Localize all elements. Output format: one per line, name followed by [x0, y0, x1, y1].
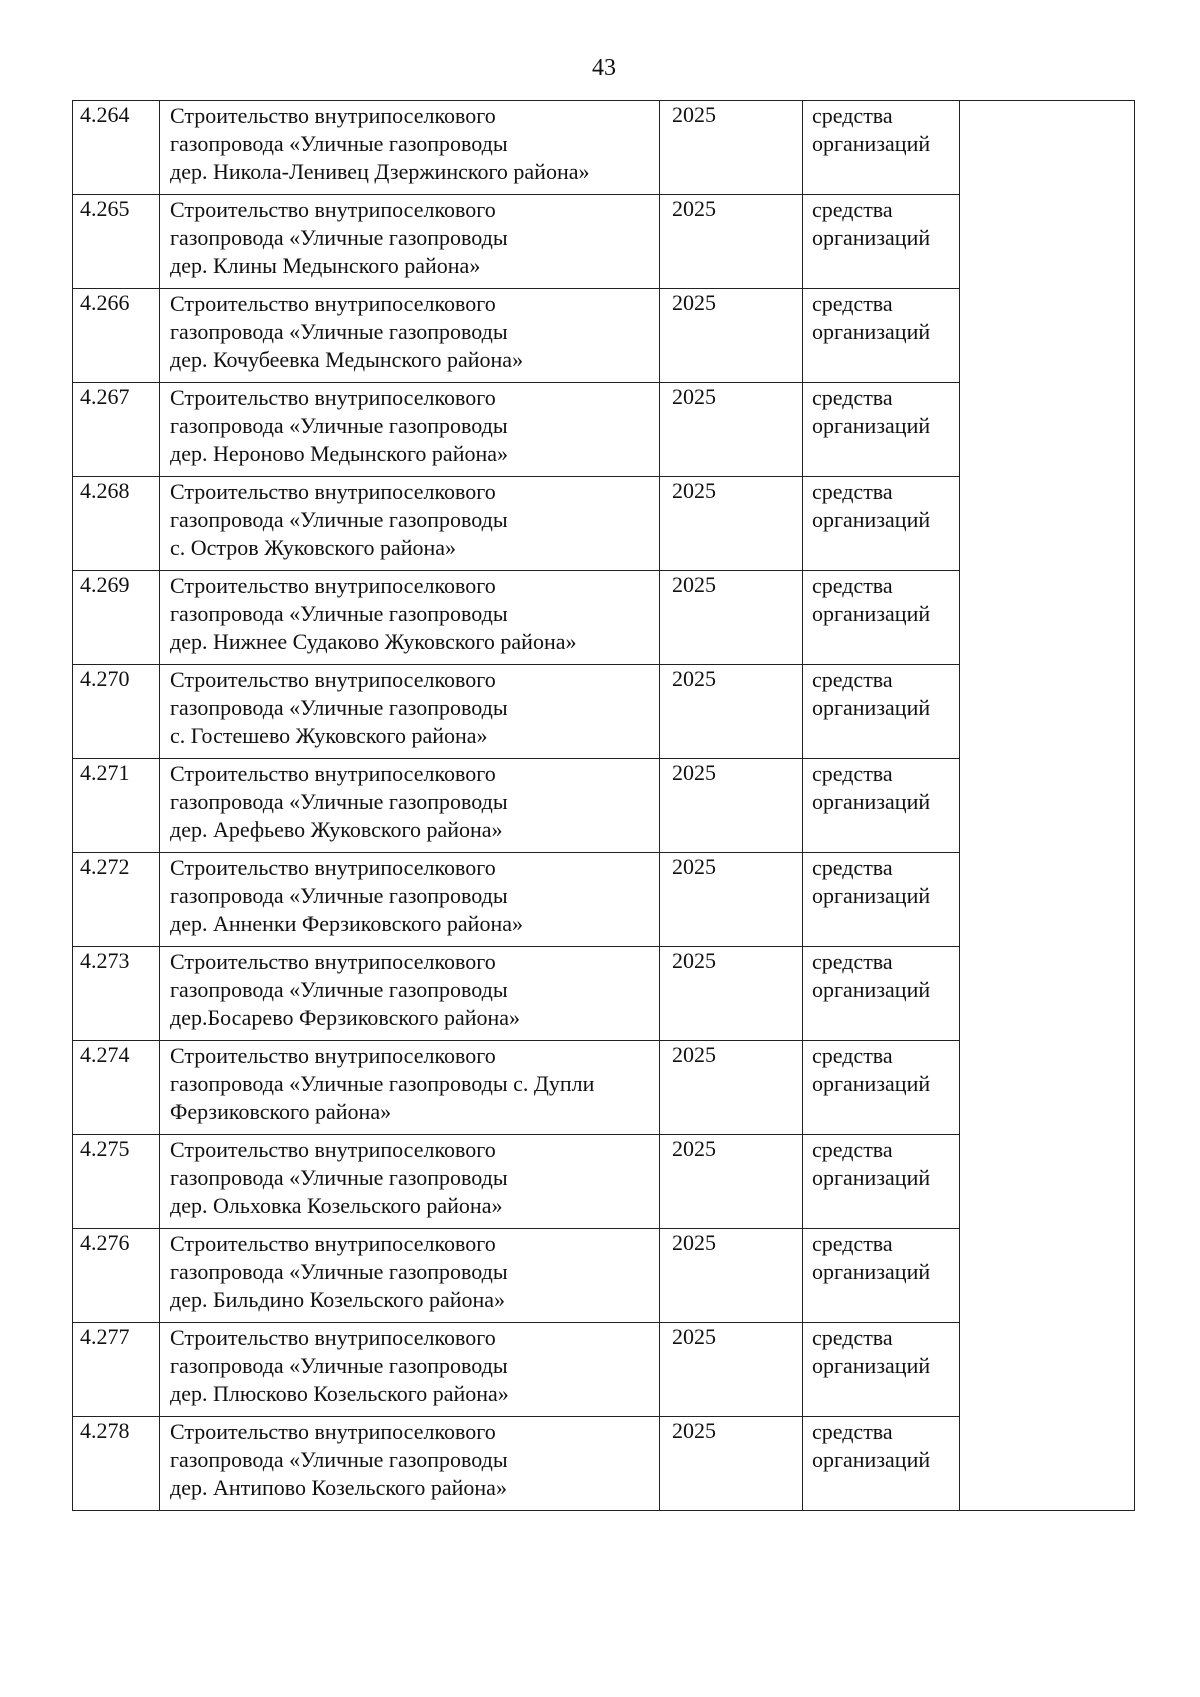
- item-number: 4.275: [80, 1136, 130, 1161]
- description-cell: [160, 1323, 660, 1417]
- document-table: [72, 100, 1135, 1511]
- description-line: Строительство внутрипоселкового: [170, 949, 496, 974]
- description-line: с. Остров Жуковского района»: [170, 535, 457, 560]
- description-cell: [160, 759, 660, 853]
- year-value: 2025: [672, 384, 716, 409]
- year-cell: [660, 383, 803, 477]
- description-line: дер. Нероново Медынского района»: [170, 441, 509, 466]
- description-line: дер. Бильдино Козельского района»: [170, 1287, 506, 1312]
- table-row: [73, 1229, 1135, 1323]
- item-number: 4.264: [80, 102, 130, 127]
- funding-source-line: средства: [812, 1231, 893, 1256]
- description-line: дер. Никола-Ленивец Дзержинского района»: [170, 159, 590, 184]
- funding-source-line: средства: [812, 479, 893, 504]
- funding-source-line: средства: [812, 1419, 893, 1444]
- funding-source-line: средства: [812, 1137, 893, 1162]
- funding-source-line: организаций: [812, 507, 931, 532]
- description-line: дер. Нижнее Судаково Жуковского района»: [170, 629, 577, 654]
- description-line: газопровода «Уличные газопроводы с. Дупли: [170, 1071, 595, 1096]
- empty-cell: [960, 853, 1135, 947]
- year-cell: [660, 1323, 803, 1417]
- item-number: 4.268: [80, 478, 130, 503]
- funding-source-line: организаций: [812, 319, 931, 344]
- item-number: 4.278: [80, 1418, 130, 1443]
- funding-source-line: средства: [812, 573, 893, 598]
- description-line: Строительство внутрипоселкового: [170, 667, 496, 692]
- description-cell: [160, 289, 660, 383]
- year-value: 2025: [672, 1418, 716, 1443]
- description-line: дер. Ольховка Козельского района»: [170, 1193, 503, 1218]
- funding-source-line: организаций: [812, 695, 931, 720]
- description-line: дер. Клины Медынского района»: [170, 253, 481, 278]
- year-cell: [660, 1229, 803, 1323]
- item-number-cell: [73, 477, 160, 571]
- table-row: [73, 1323, 1135, 1417]
- description-line: Строительство внутрипоселкового: [170, 103, 496, 128]
- table-row: [73, 665, 1135, 759]
- description-line: газопровода «Уличные газопроводы: [170, 507, 508, 532]
- year-value: 2025: [672, 102, 716, 127]
- description-line: Строительство внутрипоселкового: [170, 385, 496, 410]
- funding-source-cell: [803, 571, 960, 665]
- funding-source-line: средства: [812, 291, 893, 316]
- funding-source-line: организаций: [812, 977, 931, 1002]
- table-row: [73, 1135, 1135, 1229]
- item-number: 4.273: [80, 948, 130, 973]
- description-cell: [160, 101, 660, 195]
- item-number: 4.269: [80, 572, 130, 597]
- description-line: газопровода «Уличные газопроводы: [170, 225, 508, 250]
- description-line: газопровода «Уличные газопроводы: [170, 319, 508, 344]
- description-line: Строительство внутрипоселкового: [170, 1137, 496, 1162]
- table-row: [73, 289, 1135, 383]
- funding-source-line: организаций: [812, 1071, 931, 1096]
- item-number-cell: [73, 195, 160, 289]
- item-number-cell: [73, 665, 160, 759]
- empty-cell: [960, 1041, 1135, 1135]
- item-number: 4.266: [80, 290, 130, 315]
- table-row: [73, 759, 1135, 853]
- description-line: Ферзиковского района»: [170, 1099, 392, 1124]
- funding-source-line: организаций: [812, 413, 931, 438]
- year-value: 2025: [672, 948, 716, 973]
- empty-cell: [960, 947, 1135, 1041]
- description-cell: [160, 1041, 660, 1135]
- item-number-cell: [73, 759, 160, 853]
- funding-source-line: организаций: [812, 225, 931, 250]
- description-line: газопровода «Уличные газопроводы: [170, 601, 508, 626]
- empty-cell: [960, 759, 1135, 853]
- table-row: [73, 1417, 1135, 1511]
- funding-source-line: организаций: [812, 883, 931, 908]
- description-line: Строительство внутрипоселкового: [170, 479, 496, 504]
- empty-cell: [960, 101, 1135, 195]
- year-cell: [660, 665, 803, 759]
- year-cell: [660, 853, 803, 947]
- page-number: 43: [592, 55, 616, 81]
- description-line: дер. Кочубеевка Медынского района»: [170, 347, 524, 372]
- description-line: газопровода «Уличные газопроводы: [170, 883, 508, 908]
- funding-source-line: организаций: [812, 1353, 931, 1378]
- funding-source-cell: [803, 1229, 960, 1323]
- year-value: 2025: [672, 290, 716, 315]
- description-line: Строительство внутрипоселкового: [170, 761, 496, 786]
- funding-source-line: средства: [812, 1325, 893, 1350]
- year-cell: [660, 571, 803, 665]
- description-cell: [160, 195, 660, 289]
- description-cell: [160, 571, 660, 665]
- description-line: газопровода «Уличные газопроводы: [170, 1165, 508, 1190]
- empty-cell: [960, 1135, 1135, 1229]
- table-body: [73, 101, 1135, 1511]
- item-number-cell: [73, 289, 160, 383]
- funding-source-line: средства: [812, 855, 893, 880]
- description-cell: [160, 665, 660, 759]
- empty-cell: [960, 383, 1135, 477]
- year-cell: [660, 759, 803, 853]
- description-line: газопровода «Уличные газопроводы: [170, 131, 508, 156]
- funding-source-line: организаций: [812, 131, 931, 156]
- funding-source-cell: [803, 289, 960, 383]
- table-row: [73, 1041, 1135, 1135]
- description-line: газопровода «Уличные газопроводы: [170, 1353, 508, 1378]
- year-value: 2025: [672, 572, 716, 597]
- item-number-cell: [73, 101, 160, 195]
- item-number: 4.276: [80, 1230, 130, 1255]
- funding-source-cell: [803, 1417, 960, 1511]
- year-value: 2025: [672, 478, 716, 503]
- funding-source-line: средства: [812, 1043, 893, 1068]
- table-row: [73, 477, 1135, 571]
- description-line: дер. Арефьево Жуковского района»: [170, 817, 503, 842]
- funding-source-cell: [803, 1135, 960, 1229]
- description-line: с. Гостешево Жуковского района»: [170, 723, 488, 748]
- item-number-cell: [73, 947, 160, 1041]
- funding-source-cell: [803, 759, 960, 853]
- funding-source-line: средства: [812, 385, 893, 410]
- description-cell: [160, 853, 660, 947]
- funding-source-line: организаций: [812, 1259, 931, 1284]
- year-value: 2025: [672, 1230, 716, 1255]
- item-number: 4.270: [80, 666, 130, 691]
- description-line: газопровода «Уличные газопроводы: [170, 695, 508, 720]
- description-line: Строительство внутрипоселкового: [170, 197, 496, 222]
- description-line: Строительство внутрипоселкового: [170, 1419, 496, 1444]
- description-line: Строительство внутрипоселкового: [170, 1043, 496, 1068]
- funding-source-line: организаций: [812, 1165, 931, 1190]
- item-number: 4.271: [80, 760, 130, 785]
- description-line: дер. Анненки Ферзиковского района»: [170, 911, 523, 936]
- description-cell: [160, 1135, 660, 1229]
- description-line: дер. Антипово Козельского района»: [170, 1475, 507, 1500]
- description-line: газопровода «Уличные газопроводы: [170, 977, 508, 1002]
- funding-source-cell: [803, 947, 960, 1041]
- item-number-cell: [73, 1323, 160, 1417]
- empty-cell: [960, 665, 1135, 759]
- year-value: 2025: [672, 1136, 716, 1161]
- year-value: 2025: [672, 1324, 716, 1349]
- description-line: Строительство внутрипоселкового: [170, 291, 496, 316]
- funding-source-line: организаций: [812, 789, 931, 814]
- year-cell: [660, 289, 803, 383]
- funding-source-cell: [803, 101, 960, 195]
- description-line: газопровода «Уличные газопроводы: [170, 1259, 508, 1284]
- description-line: Строительство внутрипоселкового: [170, 1231, 496, 1256]
- funding-source-cell: [803, 665, 960, 759]
- item-number-cell: [73, 853, 160, 947]
- empty-cell: [960, 1229, 1135, 1323]
- table-row: [73, 947, 1135, 1041]
- description-line: дер.Босарево Ферзиковского района»: [170, 1005, 521, 1030]
- funding-source-line: организаций: [812, 601, 931, 626]
- year-value: 2025: [672, 1042, 716, 1067]
- funding-source-cell: [803, 1041, 960, 1135]
- year-cell: [660, 195, 803, 289]
- empty-cell: [960, 1323, 1135, 1417]
- funding-source-line: средства: [812, 761, 893, 786]
- item-number: 4.265: [80, 196, 130, 221]
- item-number-cell: [73, 1135, 160, 1229]
- empty-cell: [960, 571, 1135, 665]
- item-number-cell: [73, 1041, 160, 1135]
- description-cell: [160, 1417, 660, 1511]
- description-cell: [160, 1229, 660, 1323]
- funding-source-line: средства: [812, 103, 893, 128]
- item-number: 4.274: [80, 1042, 130, 1067]
- description-line: газопровода «Уличные газопроводы: [170, 413, 508, 438]
- item-number-cell: [73, 571, 160, 665]
- table-row: [73, 195, 1135, 289]
- funding-source-line: средства: [812, 197, 893, 222]
- empty-cell: [960, 195, 1135, 289]
- table-row: [73, 853, 1135, 947]
- year-value: 2025: [672, 760, 716, 785]
- item-number-cell: [73, 383, 160, 477]
- empty-cell: [960, 477, 1135, 571]
- item-number: 4.277: [80, 1324, 130, 1349]
- year-cell: [660, 477, 803, 571]
- year-cell: [660, 1041, 803, 1135]
- funding-source-line: организаций: [812, 1447, 931, 1472]
- description-line: дер. Плюсково Козельского района»: [170, 1381, 509, 1406]
- year-cell: [660, 947, 803, 1041]
- item-number: 4.272: [80, 854, 130, 879]
- description-line: Строительство внутрипоселкового: [170, 573, 496, 598]
- year-cell: [660, 1417, 803, 1511]
- funding-source-cell: [803, 1323, 960, 1417]
- funding-source-cell: [803, 853, 960, 947]
- year-cell: [660, 1135, 803, 1229]
- table-row: [73, 101, 1135, 195]
- funding-source-cell: [803, 195, 960, 289]
- description-line: газопровода «Уличные газопроводы: [170, 1447, 508, 1472]
- item-number-cell: [73, 1229, 160, 1323]
- year-value: 2025: [672, 196, 716, 221]
- item-number: 4.267: [80, 384, 130, 409]
- funding-source-line: средства: [812, 667, 893, 692]
- year-value: 2025: [672, 854, 716, 879]
- funding-source-line: средства: [812, 949, 893, 974]
- year-cell: [660, 101, 803, 195]
- description-line: Строительство внутрипоселкового: [170, 1325, 496, 1350]
- description-cell: [160, 947, 660, 1041]
- empty-cell: [960, 289, 1135, 383]
- empty-cell: [960, 1417, 1135, 1511]
- description-line: Строительство внутрипоселкового: [170, 855, 496, 880]
- year-value: 2025: [672, 666, 716, 691]
- description-cell: [160, 383, 660, 477]
- description-line: газопровода «Уличные газопроводы: [170, 789, 508, 814]
- item-number-cell: [73, 1417, 160, 1511]
- funding-source-cell: [803, 477, 960, 571]
- table-row: [73, 571, 1135, 665]
- table-row: [73, 383, 1135, 477]
- funding-source-cell: [803, 383, 960, 477]
- description-cell: [160, 477, 660, 571]
